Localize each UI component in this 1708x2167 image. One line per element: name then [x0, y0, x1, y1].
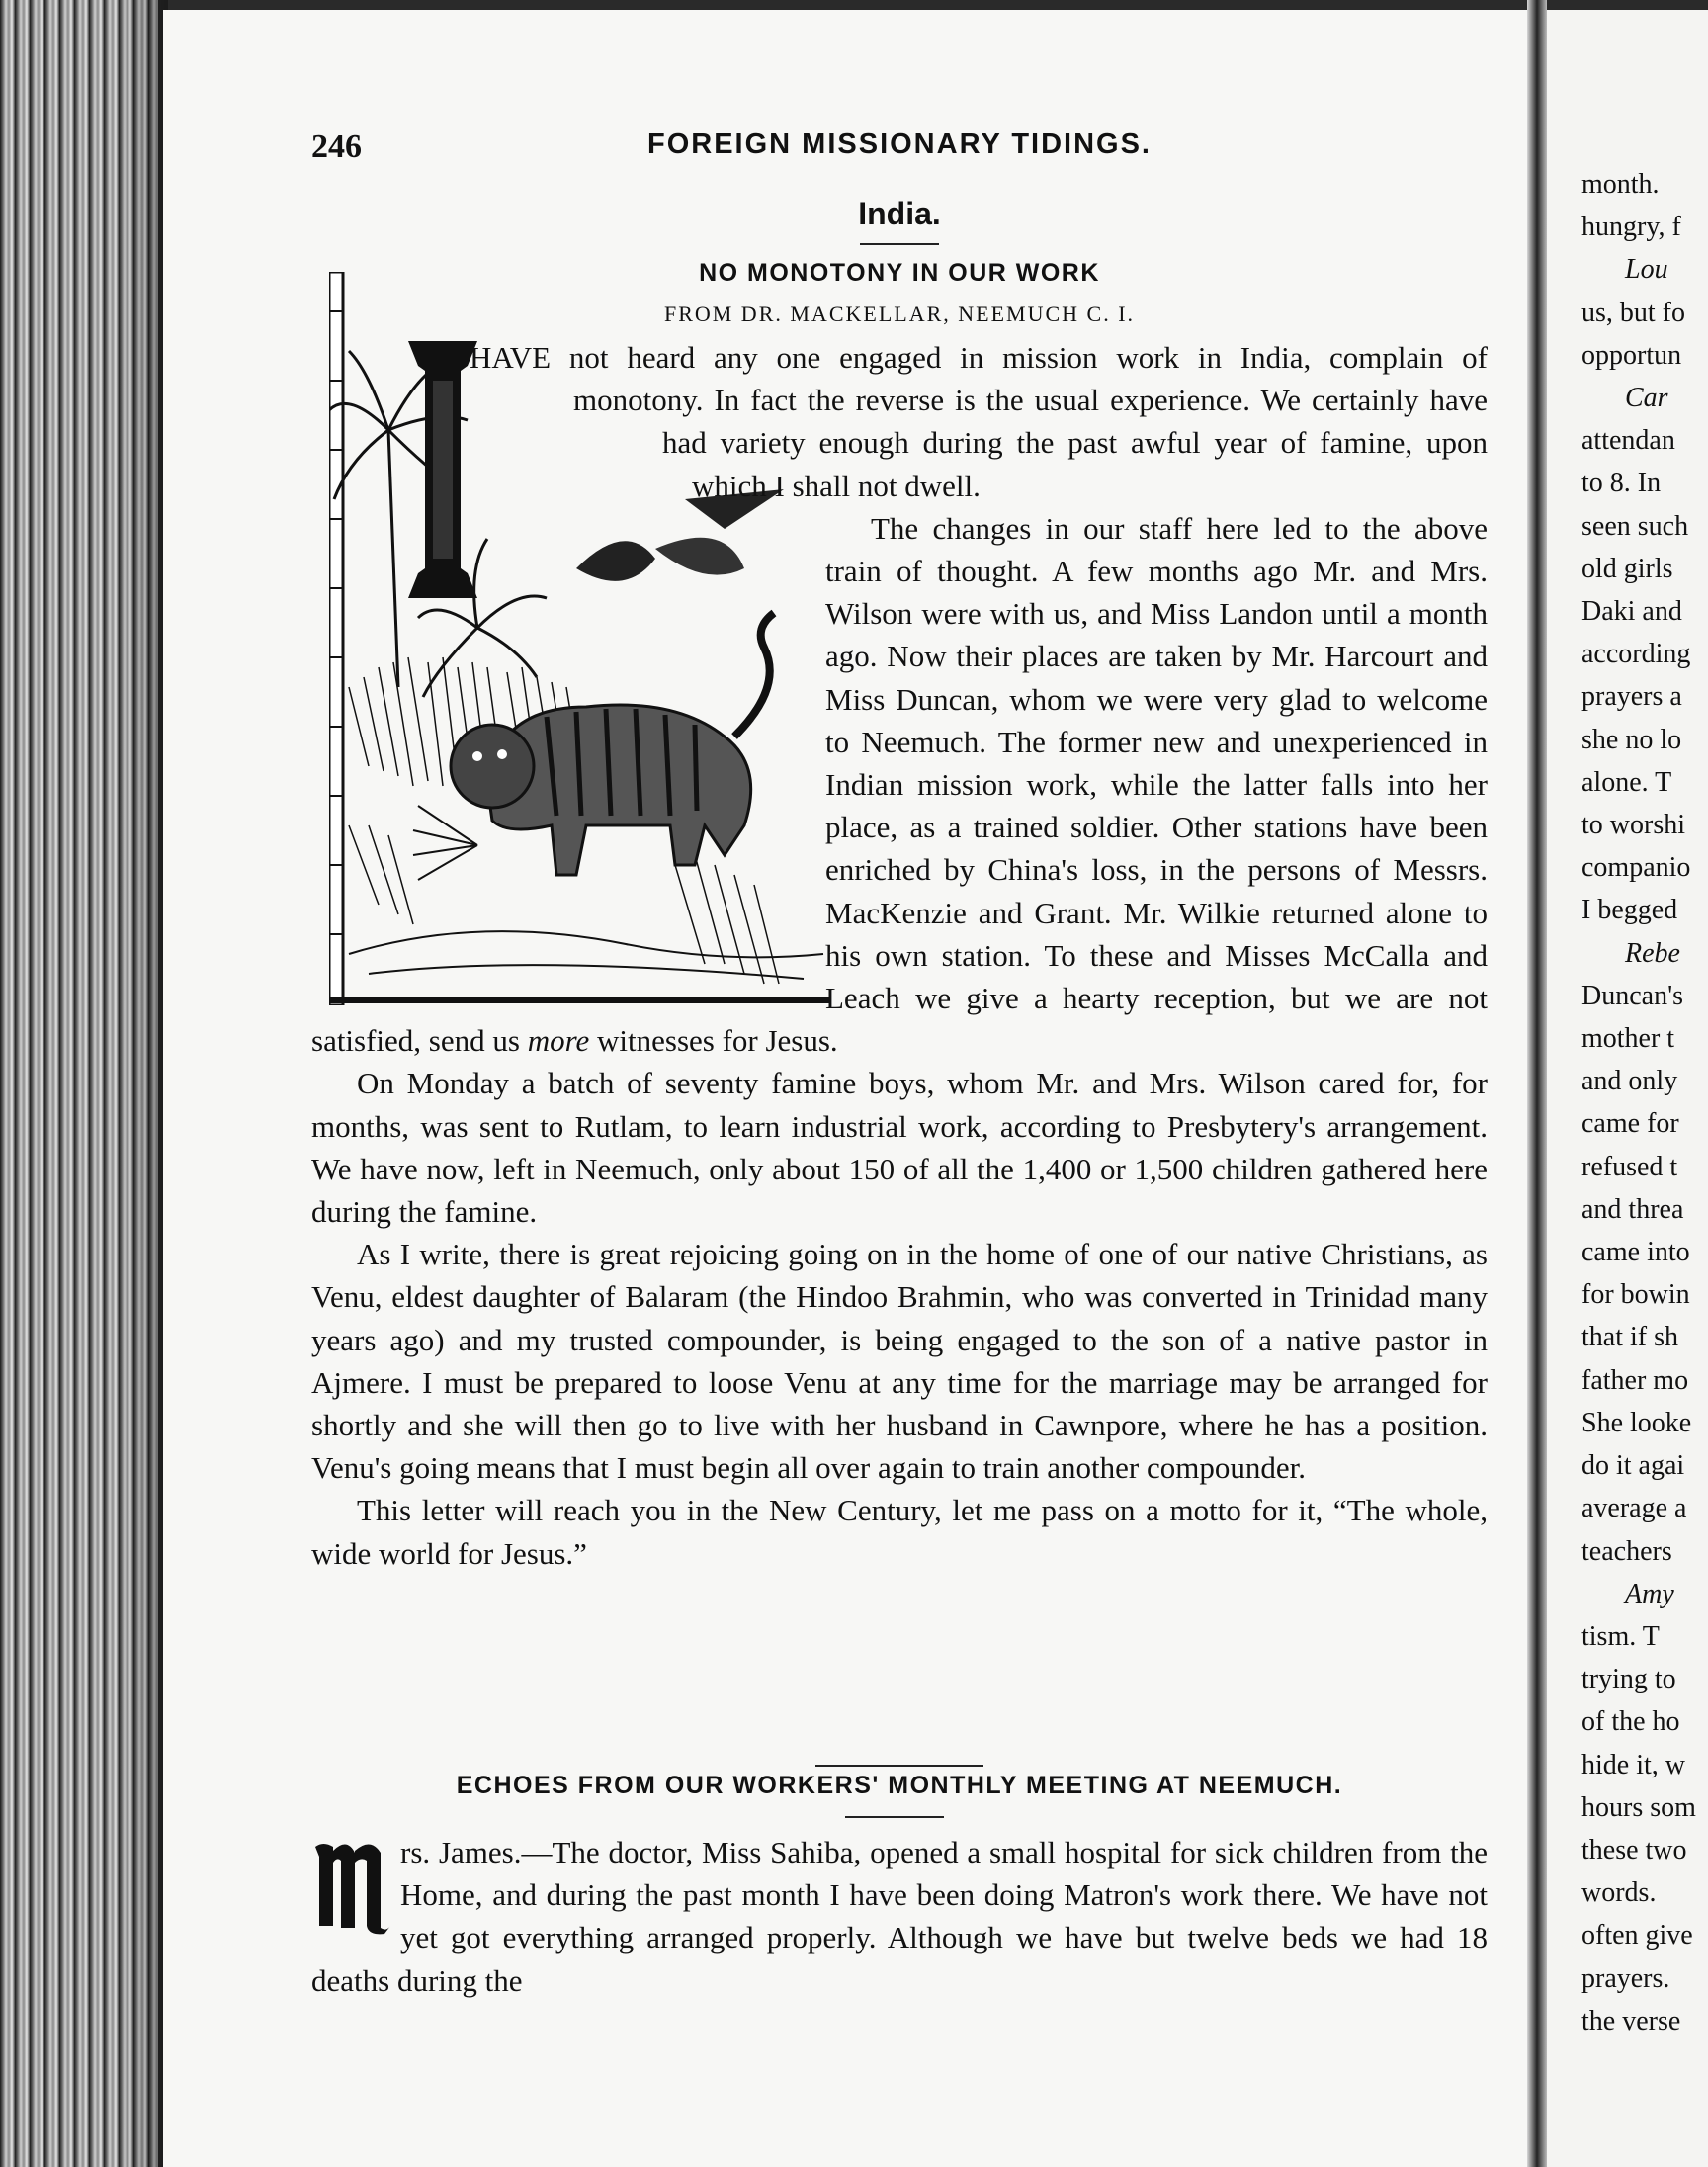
page-number: 246: [311, 129, 362, 165]
right-page-line: to 8. In: [1581, 468, 1662, 499]
paragraph-5: This letter will reach you in the New Century, let me pass on a motto for it, “The whole, wide world for Jesus.”: [311, 1493, 1488, 1571]
section-rule-bottom: [845, 1816, 944, 1818]
article-body: [311, 336, 1488, 1575]
right-page-text: [1581, 163, 1708, 2042]
paragraph-2: The changes in our staff here led to the above train of thought. A few months ago Mr. and Mrs. Wilson were with us, and Miss Landon until a month ago. Now their places are taken by Mr. Harcourt and Miss Duncan, whom we were very glad to welcome to Neemuch. The former new and unexperienced in Indian mission work, while the latter falls into her place, as a trained soldier. Other stations have been enriched by China's loss, in the persons of Messrs. MacKenzie and Grant. Mr. Wilkie returned alone to his own station. To these and Misses McCalla and Leach we give a hearty reception, but we are not satisfied, send us more witnesses for Jesus.: [311, 510, 1488, 1059]
paragraph-4: As I write, there is great rejoicing going on in the home of one of our native Christians, as Venu, eldest daughter of Balaram (the Hindoo Brahmin, who was converted in Trinidad many years ago) and my trusted compounder, is being engaged to the son of a native pastor in Ajmere. I must be prepared to loose Venu at any time for the marriage may be arranged for shortly and she will then go to live with her husband in Cawnpore, where he has a position. Venu's going means that I must begin all over again to train another compounder.: [311, 1237, 1488, 1486]
section-title: India.: [858, 196, 941, 231]
right-page-line: the verse: [1581, 2005, 1681, 2037]
book-spine: [1527, 0, 1547, 2167]
right-page-line: often give: [1581, 1920, 1693, 1951]
right-page-line: father mo: [1581, 1364, 1689, 1396]
right-page-line: hours som: [1581, 1791, 1696, 1823]
echoes-paragraph: rs. James.—The doctor, Miss Sahiba, opened a small hospital for sick children from the Home, and during the past month I have been doing Matron's work there. We have not yet got everything arranged properly. Although we have but twelve beds we had 18 deaths during the: [311, 1835, 1488, 1998]
right-page-line: Duncan's: [1581, 980, 1684, 1011]
right-page-line: prayers a: [1581, 681, 1682, 713]
right-page-line: teachers: [1581, 1535, 1672, 1567]
right-page-line: came for: [1581, 1108, 1679, 1140]
right-page-line: Car: [1625, 383, 1668, 414]
right-page-line: us, but fo: [1581, 297, 1685, 328]
paragraph-1: HAVE not heard any one engaged in mission work in India, complain of monotony. In fact the reverse is the usual experience. We certainly have had variety enough during the past awful year of famine, upon which I shall not dwell.: [470, 340, 1488, 503]
right-page-line: and only: [1581, 1066, 1678, 1097]
right-page-line: Amy: [1625, 1578, 1674, 1609]
right-page-line: tism. T: [1581, 1620, 1660, 1652]
right-page-line: words.: [1581, 1877, 1657, 1909]
right-page-line: these two: [1581, 1834, 1687, 1865]
journal-title: FOREIGN MISSIONARY TIDINGS.: [647, 129, 1152, 160]
right-page-line: hungry, f: [1581, 212, 1681, 243]
right-page-line: she no lo: [1581, 724, 1682, 755]
article-byline: FROM DR. MACKELLAR, NEEMUCH C. I.: [663, 302, 1136, 326]
running-header: [311, 129, 1488, 168]
right-page-line: prayers.: [1581, 1962, 1670, 1994]
title-rule: [860, 243, 939, 245]
article-headline: NO MONOTONY IN OUR WORK: [699, 259, 1100, 287]
right-page-line: hide it, w: [1581, 1749, 1685, 1780]
right-page-line: trying to: [1581, 1664, 1676, 1695]
right-page-line: and threa: [1581, 1193, 1684, 1225]
echoes-body: [311, 1831, 1488, 2002]
emphasis-more: more: [527, 1023, 590, 1059]
right-page-line: of the ho: [1581, 1706, 1680, 1738]
right-page-line: do it agai: [1581, 1450, 1685, 1482]
right-page-line: old girls: [1581, 553, 1673, 584]
right-page-line: refused t: [1581, 1151, 1678, 1182]
right-page-line: according: [1581, 639, 1691, 670]
right-page-line: alone. T: [1581, 766, 1672, 798]
right-page-line: Daki and: [1581, 596, 1682, 628]
right-page-line: for bowin: [1581, 1279, 1690, 1311]
section-rule-top: [815, 1765, 983, 1767]
right-page-line: Lou: [1625, 254, 1668, 286]
right-page-line: opportun: [1581, 339, 1682, 371]
right-page-line: I begged: [1581, 895, 1678, 926]
drop-cap-m-icon: [311, 1837, 392, 1936]
right-page-line: to worshi: [1581, 810, 1685, 841]
right-page-line: month.: [1581, 169, 1660, 200]
right-page-line: attendan: [1581, 425, 1675, 457]
echoes-headline: ECHOES FROM OUR WORKERS' MONTHLY MEETING AT NEEMUCH.: [456, 1772, 1343, 1799]
paragraph-3: On Monday a batch of seventy famine boys, whom Mr. and Mrs. Wilson cared for, for months, was sent to Rutlam, to learn industrial work, according to Presbytery's arrangement. We have now, left in Neemuch, only about 150 of all the 1,400 or 1,500 children gathered here during the famine.: [311, 1066, 1488, 1230]
right-page-line: mother t: [1581, 1023, 1675, 1055]
gutter-shadow: [119, 0, 168, 2167]
right-page-line: that if sh: [1581, 1322, 1678, 1353]
right-page-line: Rebe: [1625, 937, 1680, 969]
right-page-line: seen such: [1581, 510, 1689, 542]
right-page-line: average a: [1581, 1493, 1687, 1524]
right-page-line: She looke: [1581, 1407, 1692, 1438]
right-page-line: came into: [1581, 1237, 1690, 1268]
right-page-line: companio: [1581, 852, 1691, 884]
